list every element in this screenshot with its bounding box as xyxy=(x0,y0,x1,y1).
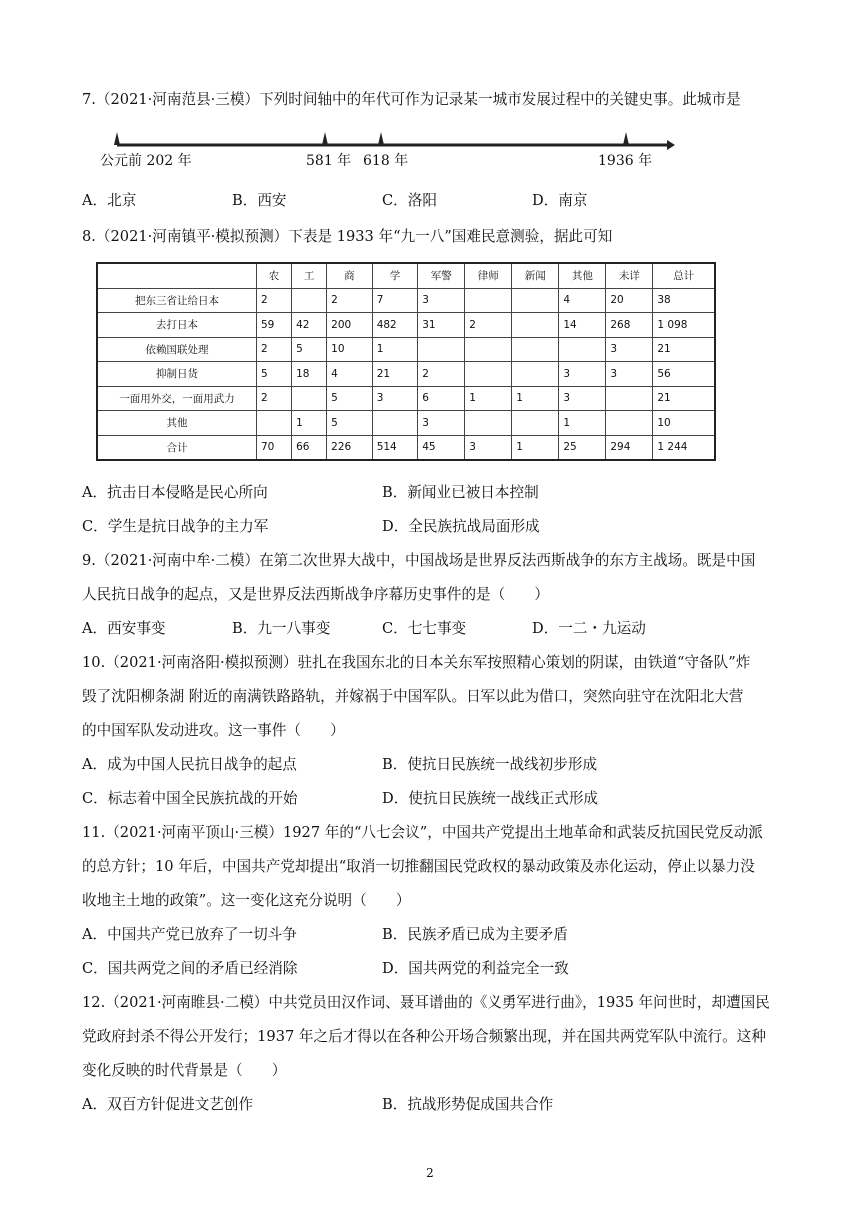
q8-option-a[interactable]: A．抗击日本侵略是民心所向 xyxy=(82,484,268,501)
table-cell: 59 xyxy=(257,313,292,338)
q8-option-b[interactable]: B．新闻业已被日本控制 xyxy=(382,484,539,501)
table-cell: 226 xyxy=(327,435,373,460)
table-header xyxy=(97,263,257,288)
q7-option-b[interactable]: B．西安 xyxy=(232,192,287,209)
table-header: 军警 xyxy=(418,263,465,288)
table-cell: 2 xyxy=(257,288,292,313)
table-header: 农 xyxy=(257,263,292,288)
q10-stem-line1: 10.（2021·河南洛阳·模拟预测）驻扎在我国东北的日本关东军按照精心策划的阴谋，由铁道“守备队”炸 xyxy=(82,654,751,671)
table-cell: 514 xyxy=(372,435,418,460)
q7-option-a[interactable]: A．北京 xyxy=(82,192,137,209)
q11-stem-line3: 收地主土地的政策”。这一变化这充分说明（ ） xyxy=(82,892,411,909)
table-cell: 18 xyxy=(292,362,327,387)
table-header: 其他 xyxy=(559,263,606,288)
q10-option-d[interactable]: D．使抗日民族统一战线正式形成 xyxy=(382,790,599,807)
table-cell: 38 xyxy=(653,288,715,313)
table-row xyxy=(97,362,715,387)
table-header: 未详 xyxy=(606,263,653,288)
table-cell: 31 xyxy=(418,313,465,338)
table-row xyxy=(97,313,715,338)
table-cell xyxy=(606,386,653,411)
table-header: 工 xyxy=(292,263,327,288)
q9-stem-line2: 人民抗日战争的起点，又是世界反法西斯战争序幕历史事件的是（ ） xyxy=(82,586,550,603)
table-cell: 45 xyxy=(418,435,465,460)
table-cell xyxy=(512,362,559,387)
table-cell: 去打日本 xyxy=(97,313,257,338)
table-cell: 42 xyxy=(292,313,327,338)
table-header: 学 xyxy=(372,263,418,288)
table-cell: 268 xyxy=(606,313,653,338)
q11-option-c[interactable]: C．国共两党之间的矛盾已经消除 xyxy=(82,960,298,977)
table-cell xyxy=(559,337,606,362)
table-cell: 3 xyxy=(372,386,418,411)
timeline-label-1: 581 年 xyxy=(306,153,352,169)
table-cell: 3 xyxy=(418,411,465,436)
table-row xyxy=(97,288,715,313)
table-row xyxy=(97,386,715,411)
table-cell: 合计 xyxy=(97,435,257,460)
table-header: 律师 xyxy=(465,263,512,288)
timeline xyxy=(95,128,675,172)
table-cell: 3 xyxy=(465,435,512,460)
q12-stem-line1: 12.（2021·河南睢县·二模）中共党员田汉作词、聂耳谱曲的《义勇军进行曲》，1935 年问世时，却遭国民 xyxy=(82,994,770,1011)
q7-stem: 7.（2021·河南范县·三模）下列时间轴中的年代可作为记录某一城市发展过程中的关键史事。此城市是 xyxy=(82,91,741,108)
q8-stem: 8.（2021·河南镇平·模拟预测）下表是 1933 年“九一八”国难民意测验，据此可知 xyxy=(82,228,613,245)
table-cell: 抑制日货 xyxy=(97,362,257,387)
q9-option-d[interactable]: D．一二・九运动 xyxy=(532,620,646,637)
table-cell: 482 xyxy=(372,313,418,338)
table-cell: 5 xyxy=(257,362,292,387)
timeline-label-3: 1936 年 xyxy=(598,153,653,169)
q7-option-d[interactable]: D．南京 xyxy=(532,192,588,209)
table-cell xyxy=(465,362,512,387)
table-header-row xyxy=(97,263,715,288)
table-cell: 3 xyxy=(418,288,465,313)
table-header: 总计 xyxy=(653,263,715,288)
table-cell: 21 xyxy=(653,337,715,362)
table-cell: 1 xyxy=(559,411,606,436)
table-cell: 3 xyxy=(559,386,606,411)
table-cell: 3 xyxy=(606,362,653,387)
q8-option-c[interactable]: C．学生是抗日战争的主力军 xyxy=(82,518,269,535)
table-cell: 一面用外交，一面用武力 xyxy=(97,386,257,411)
table-cell: 10 xyxy=(327,337,373,362)
table-cell: 2 xyxy=(257,386,292,411)
table-cell: 5 xyxy=(327,411,373,436)
q11-stem-line2: 的总方针；10 年后，中国共产党却提出“取消一切推翻国民党政权的暴动政策及赤化运动，停止以暴力没 xyxy=(82,858,755,875)
q10-stem-line3: 的中国军队发动进攻。这一事件（ ） xyxy=(82,722,345,739)
table-cell: 21 xyxy=(372,362,418,387)
table-cell: 200 xyxy=(327,313,373,338)
table-row xyxy=(97,435,715,460)
q10-stem-line2: 毁了沈阳柳条湖 附近的南满铁路路轨，并嫁祸于中国军队。日军以此为借口，突然向驻守在沈阳北大营 xyxy=(82,688,744,705)
q12-option-b[interactable]: B．抗战形势促成国共合作 xyxy=(382,1096,554,1113)
table-header: 商 xyxy=(327,263,373,288)
q11-option-b[interactable]: B．民族矛盾已成为主要矛盾 xyxy=(382,926,568,943)
table-cell: 1 xyxy=(372,337,418,362)
q10-option-a[interactable]: A．成为中国人民抗日战争的起点 xyxy=(82,756,297,773)
table-cell xyxy=(372,411,418,436)
table-cell: 1 244 xyxy=(653,435,715,460)
table-cell: 3 xyxy=(606,337,653,362)
table-cell xyxy=(512,288,559,313)
table-cell: 2 xyxy=(465,313,512,338)
table-cell: 2 xyxy=(257,337,292,362)
table-cell: 其他 xyxy=(97,411,257,436)
table-cell: 1 xyxy=(465,386,512,411)
q12-option-a[interactable]: A．双百方针促进文艺创作 xyxy=(82,1096,254,1113)
timeline-axis xyxy=(95,128,675,152)
table-header: 新闻 xyxy=(512,263,559,288)
table-cell: 依赖国联处理 xyxy=(97,337,257,362)
table-cell: 7 xyxy=(372,288,418,313)
table-cell xyxy=(292,288,327,313)
q12-stem-line2: 党政府封杀不得公开发行；1937 年之后才得以在各种公开场合频繁出现，并在国共两党军队中流行。这种 xyxy=(82,1028,766,1045)
table-cell: 21 xyxy=(653,386,715,411)
table-cell xyxy=(512,313,559,338)
table-cell: 10 xyxy=(653,411,715,436)
table-cell: 294 xyxy=(606,435,653,460)
q11-option-a[interactable]: A．中国共产党已放弃了一切斗争 xyxy=(82,926,297,943)
table-cell: 66 xyxy=(292,435,327,460)
table-cell: 14 xyxy=(559,313,606,338)
table-cell: 1 xyxy=(512,386,559,411)
table-cell: 1 098 xyxy=(653,313,715,338)
table-cell xyxy=(465,411,512,436)
table-cell xyxy=(606,411,653,436)
table-cell: 1 xyxy=(512,435,559,460)
table-cell xyxy=(465,337,512,362)
q10-option-c[interactable]: C．标志着中国全民族抗战的开始 xyxy=(82,790,298,807)
q10-option-b[interactable]: B．使抗日民族统一战线初步形成 xyxy=(382,756,598,773)
q9-option-c[interactable]: C．七七事变 xyxy=(382,620,467,637)
table-cell: 2 xyxy=(327,288,373,313)
table-cell xyxy=(512,411,559,436)
table-cell: 1 xyxy=(292,411,327,436)
timeline-label-0: 公元前 202 年 xyxy=(100,153,192,169)
table-cell: 6 xyxy=(418,386,465,411)
q7-option-c[interactable]: C．洛阳 xyxy=(382,192,437,209)
table-cell xyxy=(257,411,292,436)
table-row xyxy=(97,411,715,436)
q11-option-d[interactable]: D．国共两党的利益完全一致 xyxy=(382,960,569,977)
q8-option-d[interactable]: D．全民族抗战局面形成 xyxy=(382,518,540,535)
table-row xyxy=(97,337,715,362)
q12-stem-line3: 变化反映的时代背景是（ ） xyxy=(82,1062,287,1079)
q9-option-a[interactable]: A．西安事变 xyxy=(82,620,166,637)
table-cell: 2 xyxy=(418,362,465,387)
table-cell xyxy=(418,337,465,362)
table-cell: 25 xyxy=(559,435,606,460)
table-cell: 把东三省让给日本 xyxy=(97,288,257,313)
q9-option-b[interactable]: B．九一八事变 xyxy=(232,620,331,637)
table-cell xyxy=(512,337,559,362)
table-cell: 5 xyxy=(292,337,327,362)
poll-table xyxy=(96,262,716,461)
table-cell: 3 xyxy=(559,362,606,387)
table-cell xyxy=(292,386,327,411)
q11-stem-line1: 11.（2021·河南平顶山·三模）1927 年的“八七会议”，中国共产党提出土地革命和武装反抗国民党反动派 xyxy=(82,824,763,841)
table-cell: 20 xyxy=(606,288,653,313)
table-cell: 56 xyxy=(653,362,715,387)
table-cell: 70 xyxy=(257,435,292,460)
timeline-label-2: 618 年 xyxy=(363,153,409,169)
table-cell: 5 xyxy=(327,386,373,411)
table-cell: 4 xyxy=(559,288,606,313)
table-cell: 4 xyxy=(327,362,373,387)
table-cell xyxy=(465,288,512,313)
page-number: 2 xyxy=(426,1166,434,1180)
q9-stem-line1: 9.（2021·河南中牟·二模）在第二次世界大战中，中国战场是世界反法西斯战争的东方主战场。既是中国 xyxy=(82,552,756,569)
